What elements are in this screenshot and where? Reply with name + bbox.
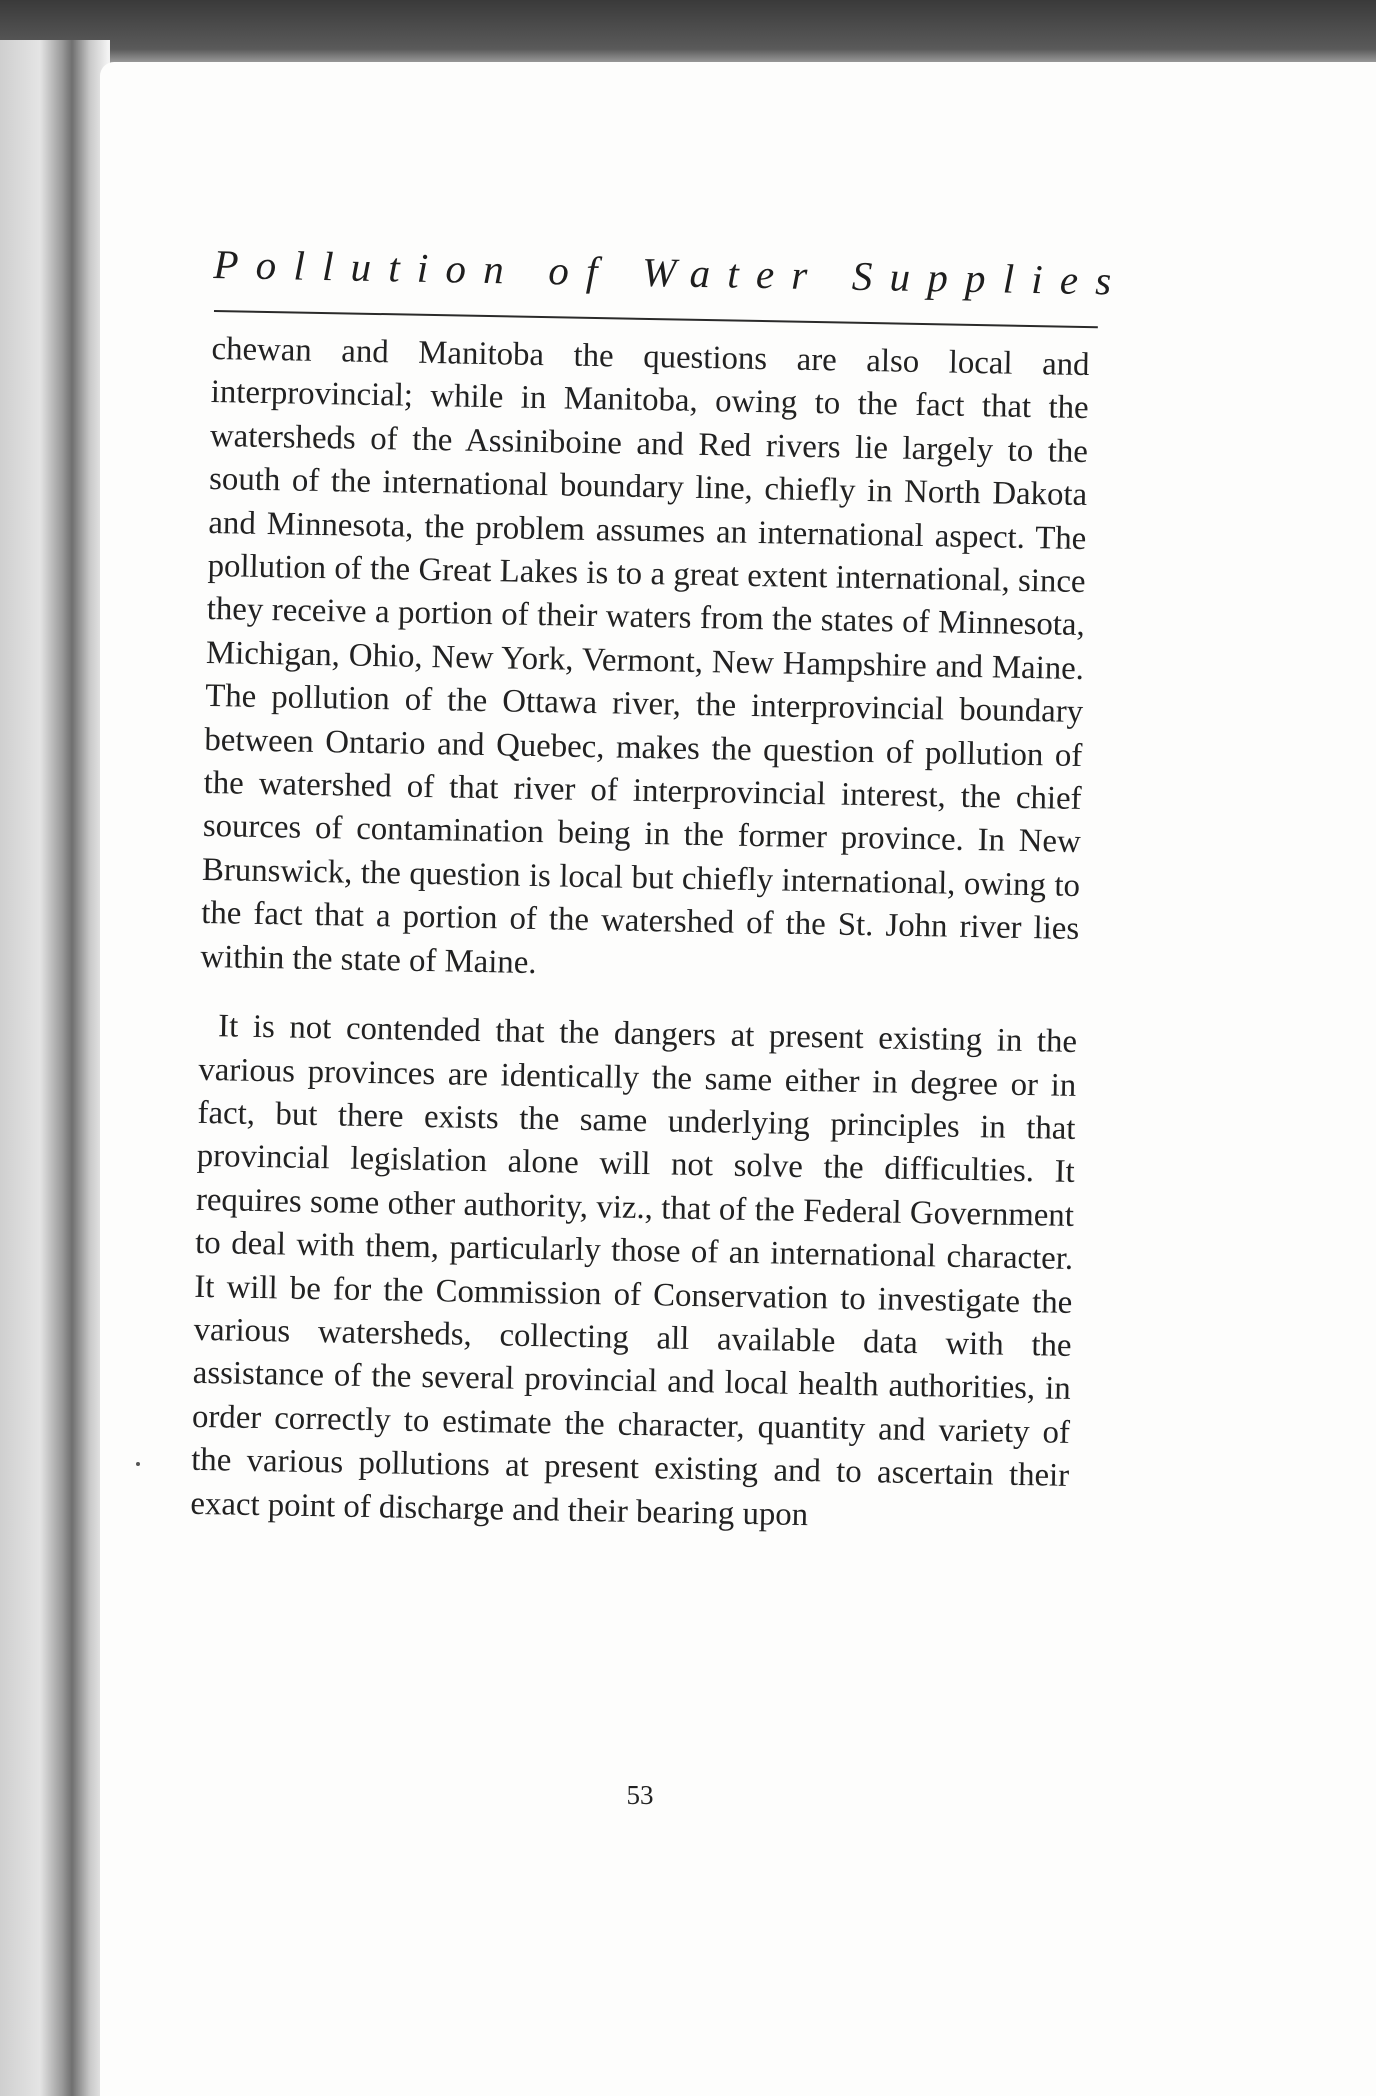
scanner-top-edge xyxy=(0,0,1376,70)
book-binding-gutter xyxy=(0,40,110,2096)
page-number: 53 xyxy=(626,1780,654,1810)
body-text xyxy=(190,328,1090,1542)
paragraph: chewan and Manitoba the questions are also local and interprovincial; while in Manitoba, owing to the fact that the watersheds of the Assiniboine and Red rivers lie largely to the south of the international boundary line, chiefly in North Dakota and Minnesota, the problem assumes an international aspect. The pollution of the Great Lakes is to a great extent international, since they receive a portion of their waters from the states of Minnesota, Michigan, Ohio, New York, Vermont, New Hampshire and Maine. The pollution of the Ottawa river, the interprovincial boundary between Ontario and Quebec, makes the question of pollution of the watershed of that river of interprovincial interest, the chief sources of contamination being in the former province. In New Brunswick, the question is local but chiefly international, owing to the fact that a portion of the watershed of the St. John river lies within the state of Maine. xyxy=(200,330,1090,981)
scan-speck xyxy=(136,1462,140,1466)
running-header xyxy=(213,240,1129,320)
paragraph: It is not contended that the dangers at present existing in the various provinces are identically the same either in degree or in fact, but there exists the same underlying principles in that provincial legislation alone will not solve the difficulties. It requires some other authority, viz., that of the Federal Government to deal with them, particularly those of an international character. It will be for the Commission of Conservation to investigate the various watersheds, collecting all available data with the assistance of the several provincial and local health authorities, in order correctly to estimate the character, quantity and variety of the various pollutions at present existing and to ascertain their exact point of discharge and their bearing upon xyxy=(190,1008,1078,1533)
running-header-title: Pollution of Water Supplies xyxy=(213,240,1129,304)
